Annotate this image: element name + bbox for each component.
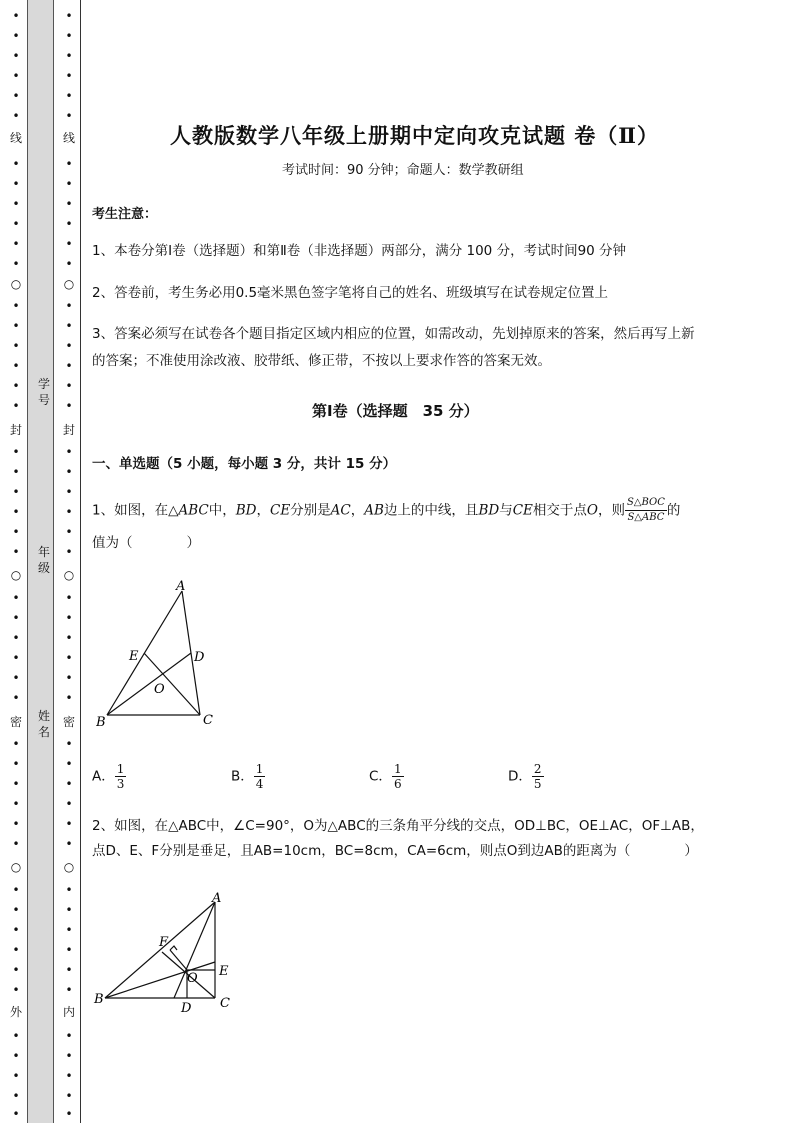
question-type-heading: 一、单选题（5 小题，每小题 3 分，共计 15 分）	[92, 456, 397, 472]
seal-mark: 线	[62, 131, 75, 145]
option-a[interactable]: A． $\frac{1}{3}$	[92, 762, 125, 791]
notice-heading: 考生注意：	[92, 207, 158, 222]
question-1-line-2: 值为（ ）	[92, 535, 200, 551]
notice-item-1: 1、本卷分第Ⅰ卷（选择题）和第Ⅱ卷（非选择题）两部分，满分 100 分，考试时间90 分钟	[92, 243, 627, 259]
label-o: O	[154, 682, 165, 697]
question-1-figure	[96, 580, 226, 730]
seal-mark: 线	[9, 131, 22, 145]
seal-mark: 密	[62, 715, 75, 729]
question-2-line-2: 点D、E、F分别是垂足，且AB=10cm，BC=8cm，CA=6cm，则点O到边AB的距离为（ ）	[92, 843, 698, 859]
seal-mark: 外	[9, 1005, 22, 1019]
question-1-line-1: 1、如图，在△ABC中，BD，CE分别是AC，AB边上的中线，且BD与CE相交于点O，则 $\frac{\text{S△BOC}}{\text{S△ABC}}$ 的	[92, 497, 681, 523]
label-o: O	[187, 971, 198, 986]
margin-divider	[80, 0, 81, 1123]
area-ratio-fraction: $\frac{\text{S△BOC}}{\text{S△ABC}}$	[626, 497, 665, 523]
label-e: E	[129, 649, 139, 664]
binding-margin	[0, 0, 82, 1123]
label-a: A	[176, 580, 186, 594]
option-c[interactable]: C． $\frac{1}{6}$	[369, 762, 402, 791]
grade-label: 年级	[38, 545, 51, 575]
right-angle-mark-f	[170, 946, 177, 950]
label-e: E	[219, 964, 229, 979]
label-c: C	[203, 713, 213, 728]
outer-seal-line: • • • • • • 线 • • • • • • ○ • • • • • • 封 • • • • • • ○ • • • • • • 密 • • • • • • ○ • • • • • • 外 • • • • •	[9, 9, 22, 1121]
inner-seal-line: • • • • • • 线 • • • • • • ○ • • • • • • 封 • • • • • • ○ • • • • • • 密 • • • • • • ○ • • • • • • 内 • • • • •	[62, 9, 75, 1121]
seal-mark: ○	[63, 860, 75, 874]
option-d[interactable]: D． $\frac{2}{5}$	[508, 762, 542, 791]
seal-mark: 封	[62, 423, 75, 437]
student-id-label: 学号	[38, 377, 51, 407]
exam-subtitle: 考试时间：90 分钟；命题人：数学教研组	[282, 163, 524, 178]
notice-item-2: 2、答卷前，考生务必用0.5毫米黑色签字笔将自己的姓名、班级填写在试卷规定位置上	[92, 285, 609, 301]
label-a: A	[212, 891, 222, 906]
label-c: C	[220, 996, 230, 1011]
seal-mark: 密	[9, 715, 22, 729]
bisector-from-b	[105, 962, 215, 998]
option-b[interactable]: B． $\frac{1}{4}$	[231, 762, 264, 791]
question-2-figure	[92, 890, 242, 1020]
seal-mark: ○	[10, 277, 22, 291]
notice-item-3-line-2: 的答案；不准使用涂改液、胶带纸、修正带，不按以上要求作答的答案无效。	[92, 353, 551, 369]
label-b: B	[96, 715, 106, 730]
label-d: D	[181, 1001, 192, 1016]
label-d: D	[194, 650, 205, 665]
seal-mark: ○	[63, 277, 75, 291]
seal-mark: 内	[62, 1005, 75, 1019]
seal-mark: ○	[10, 860, 22, 874]
page-title: 人教版数学八年级上册期中定向攻克试题 卷（Ⅱ）	[170, 123, 660, 148]
question-2-line-1: 2、如图，在△ABC中，∠C=90°，O为△ABC的三条角平分线的交点，OD⊥BC，OE⊥AC，OF⊥AB，	[92, 818, 704, 834]
seal-mark: ○	[63, 568, 75, 582]
label-f: F	[159, 935, 169, 950]
median-bd	[107, 653, 191, 715]
name-label: 姓名	[38, 709, 51, 739]
seal-mark: ○	[10, 568, 22, 582]
seal-mark: 封	[9, 423, 22, 437]
section-title: 第Ⅰ卷（选择题 35 分）	[312, 402, 479, 420]
label-b: B	[94, 992, 104, 1007]
notice-item-3-line-1: 3、答案必须写在试卷各个题目指定区域内相应的位置，如需改动，先划掉原来的答案，然后再写上新	[92, 326, 695, 342]
median-ce	[144, 653, 200, 715]
